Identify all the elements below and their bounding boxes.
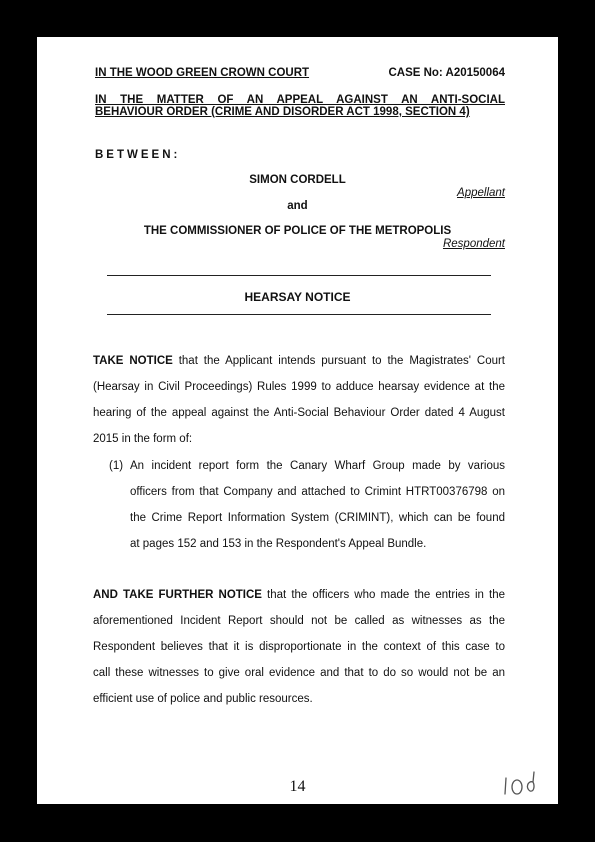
paragraph-line: officers from that Company and attached to Crimint HTRT00376798 on [130,486,505,498]
paragraph-line: Respondent believes that it is disproportionate in the context of this case to [93,641,505,653]
respondent-name: THE COMMISSIONER OF POLICE OF THE METROPOLIS [143,225,452,237]
paragraph-line: TAKE NOTICE that the Applicant intends pursuant to the Magistrates' Court [93,355,506,367]
paragraph-line: hearing of the appeal against the Anti-Social Behaviour Order dated 4 August [93,407,505,419]
paragraph-line: AND TAKE FURTHER NOTICE that the officers who made the entries in the [93,589,505,601]
matter-heading [95,94,505,118]
paragraph-line: (Hearsay in Civil Proceedings) Rules 1999 to adduce hearsay evidence at the [93,381,505,393]
take-notice-paragraph [93,348,505,452]
case-number: CASE No: A20150064 [388,67,505,79]
page-number: 14 [289,778,306,795]
paragraph-line: An incident report form the Canary Wharf Group made by various [130,460,505,472]
matter-line-2: BEHAVIOUR ORDER (CRIME AND DISORDER ACT 1998, SECTION 4) [95,106,470,118]
further-notice-lead: AND TAKE FURTHER NOTICE [93,589,262,601]
paragraph-line: aforementioned Incident Report should not be called as witnesses as the [93,615,505,627]
take-notice-lead: TAKE NOTICE [93,355,173,367]
list-item-text [130,453,505,557]
divider-top [107,275,491,276]
list-item-number: (1) [109,460,124,472]
paragraph-line: the Crime Report Information System (CRIMINT), which can be found [130,512,505,524]
respondent-role: Respondent [442,238,505,250]
paragraph-line: 2015 in the form of: [93,433,193,445]
between-heading: BETWEEN: [95,149,181,161]
appellant-role: Appellant [457,187,505,199]
court-name: IN THE WOOD GREEN CROWN COURT [95,67,310,79]
appellant-name: SIMON CORDELL [249,174,346,186]
paragraph-line: efficient use of police and public resources. [93,693,313,705]
notice-title: HEARSAY NOTICE [244,290,351,304]
divider-bottom [107,314,491,315]
matter-line-1: IN THE MATTER OF AN APPEAL AGAINST AN ANTI-SOCIAL [95,94,505,106]
paragraph-line: call these witnesses to give oral evidence and that to do so would not be an [93,667,505,679]
handwritten-page-mark [502,770,542,798]
document-page [37,37,558,804]
paragraph-line: at pages 152 and 153 in the Respondent's Appeal Bundle. [130,538,427,550]
parties-conjunction: and [287,200,308,212]
further-notice-paragraph [93,582,505,712]
